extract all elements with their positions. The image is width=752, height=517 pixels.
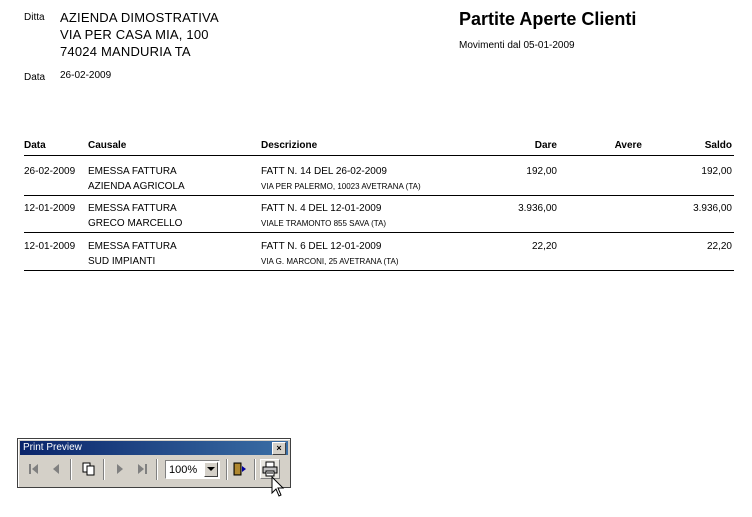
row-address: VIA PER PALERMO, 10023 AVETRANA (TA)	[261, 182, 421, 191]
row-address: VIA G. MARCONI, 25 AVETRANA (TA)	[261, 257, 399, 266]
row-dare: 192,00	[526, 166, 557, 177]
row-saldo: 192,00	[701, 166, 732, 177]
col-data: Data	[24, 140, 46, 151]
row-causale: EMESSA FATTURA	[88, 203, 177, 214]
toolbar-separator	[254, 459, 256, 480]
toolbar-separator	[226, 459, 228, 480]
print-preview-toolbar	[17, 438, 291, 488]
zoom-dropdown-button[interactable]	[204, 462, 218, 477]
row-description: FATT N. 14 DEL 26-02-2009	[261, 166, 387, 177]
row-description: FATT N. 4 DEL 12-01-2009	[261, 203, 382, 214]
row-customer: AZIENDA AGRICOLA	[88, 181, 185, 192]
row-address: VIALE TRAMONTO 855 SAVA (TA)	[261, 219, 387, 228]
zoom-value: 100%	[169, 464, 198, 476]
prev-page-button[interactable]	[46, 459, 66, 479]
prev-page-icon	[50, 463, 62, 475]
report-title: Partite Aperte Clienti	[459, 9, 637, 29]
toolbar-titlebar[interactable]	[20, 441, 288, 455]
col-dare: Dare	[534, 140, 557, 151]
close-preview-icon	[232, 461, 248, 477]
first-page-icon	[27, 463, 41, 475]
col-avere: Avere	[614, 140, 642, 151]
row-saldo: 22,20	[706, 241, 732, 252]
report-date: 26-02-2009	[60, 70, 112, 81]
row-customer: SUD IMPIANTI	[88, 256, 156, 267]
toolbar-close-button[interactable]: ×	[272, 442, 286, 455]
toolbar-separator	[70, 459, 72, 480]
next-page-button[interactable]	[110, 459, 130, 479]
row-date: 12-01-2009	[24, 203, 76, 214]
company-address: VIA PER CASA MIA, 100	[60, 27, 209, 42]
pages-icon	[82, 462, 96, 476]
row-date: 26-02-2009	[24, 166, 76, 177]
last-page-icon	[135, 463, 149, 475]
row-saldo: 3.936,00	[693, 203, 732, 214]
next-page-icon	[114, 463, 126, 475]
row-customer: GRECO MARCELLO	[88, 218, 183, 229]
company-name: AZIENDA DIMOSTRATIVA	[60, 10, 219, 25]
row-description: FATT N. 6 DEL 12-01-2009	[261, 241, 382, 252]
row-dare: 3.936,00	[518, 203, 557, 214]
last-page-button[interactable]	[132, 459, 152, 479]
close-preview-button[interactable]	[230, 459, 250, 479]
row-causale: EMESSA FATTURA	[88, 166, 177, 177]
toolbar-separator	[103, 459, 105, 480]
toolbar-separator	[156, 459, 158, 480]
col-descrizione: Descrizione	[261, 140, 318, 151]
zoom-select[interactable]	[165, 460, 220, 479]
col-saldo: Saldo	[704, 140, 732, 151]
row-divider	[24, 232, 734, 233]
mouse-cursor-icon	[271, 476, 285, 497]
table-bottom-line	[24, 270, 734, 271]
row-divider	[24, 195, 734, 196]
company-city: 74024 MANDURIA TA	[60, 44, 191, 59]
row-causale: EMESSA FATTURA	[88, 241, 177, 252]
row-date: 12-01-2009	[24, 241, 76, 252]
date-label: Data	[24, 72, 46, 83]
pages-button[interactable]	[79, 459, 99, 479]
toolbar-title: Print Preview	[23, 442, 82, 453]
chevron-down-icon	[207, 467, 215, 472]
header-divider	[24, 155, 734, 156]
ditta-label: Ditta	[24, 12, 45, 23]
row-dare: 22,20	[531, 241, 557, 252]
report-subtitle: Movimenti dal 05-01-2009	[459, 40, 575, 51]
first-page-button[interactable]	[24, 459, 44, 479]
print-icon	[262, 461, 278, 477]
col-causale: Causale	[88, 140, 127, 151]
